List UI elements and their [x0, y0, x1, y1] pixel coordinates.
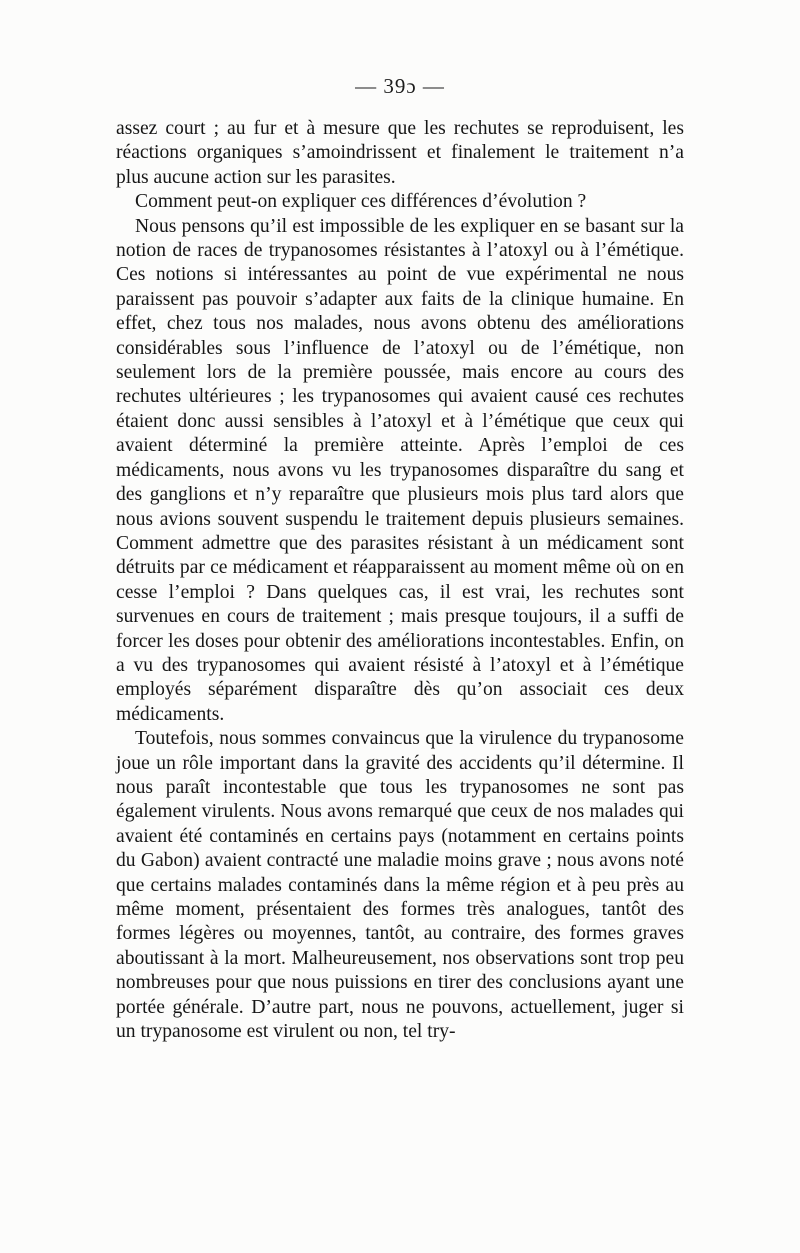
paragraph-virulence: Toutefois, nous sommes convaincus que la virulence du trypanosome joue un rôle important dans la gravité des accidents qu’il détermine. Il nous paraît incontestable que tous les trypanosomes ne sont pas également virulents. Nous avons remarqué que ceux de nos malades qui avaient été contaminés en certains pays (notamment en certains points du Gabon) avaient contracté une maladie moins grave ; nous avons noté que certains malades contaminés dans la même région et à peu près au même moment, présentaient des formes très analogues, tantôt des formes légères ou moyennes, tantôt, au contraire, des formes graves aboutissant à la mort. Malheureusement, nos observations sont trop peu nombreuses pour que nous puissions en tirer des conclusions ayant une portée générale. D’autre part, nous ne pouvons, actuellement, juger si un trypanosome est virulent ou non, tel try-	[116, 728, 684, 1043]
paragraph-continuation: assez court ; au fur et à mesure que les rechutes se reproduisent, les réactions organiques s’amoindrissent et finalement le traitement n’a plus aucune action sur les parasites.	[116, 118, 684, 188]
page-number: — 39ɔ —	[355, 74, 445, 98]
body-text	[116, 117, 684, 1044]
paragraph-question: Comment peut-on expliquer ces différences d’évolution ?	[135, 191, 587, 213]
paragraph-resistance: Nous pensons qu’il est impossible de les expliquer en se basant sur la notion de races de trypanosomes résistantes à l’atoxyl ou à l’émétique. Ces notions si intéressantes au point de vue expérimental ne nous paraissent pas pouvoir s’adapter aux faits de la clinique humaine. En effet, chez tous nos malades, nous avons obtenu des améliorations considérables sous l’influence de l’atoxyl ou de l’émétique, non seulement lors de la première poussée, mais encore au cours des rechutes ultérieures ; les trypanosomes qui avaient causé ces rechutes étaient donc aussi sensibles à l’atoxyl et à l’émétique que ceux qui avaient déterminé la première atteinte. Après l’emploi de ces médicaments, nous avons vu les trypanosomes disparaître du sang et des ganglions et n’y reparaître que plusieurs mois plus tard alors que nous avions souvent suspendu le traitement depuis plusieurs semaines. Comment admettre que des parasites résistant à un médicament sont détruits par ce médicament et réapparaissent au moment même où on en cesse l’emploi ? Dans quelques cas, il est vrai, les rechutes sont survenues en cours de traitement ; mais presque toujours, il a suffi de forcer les doses pour obtenir des améliorations incontestables. Enfin, on a vu des trypanosomes qui avaient résisté à l’atoxyl et à l’émétique employés séparément disparaître dès qu’on associait ces deux médicaments.	[116, 215, 684, 725]
